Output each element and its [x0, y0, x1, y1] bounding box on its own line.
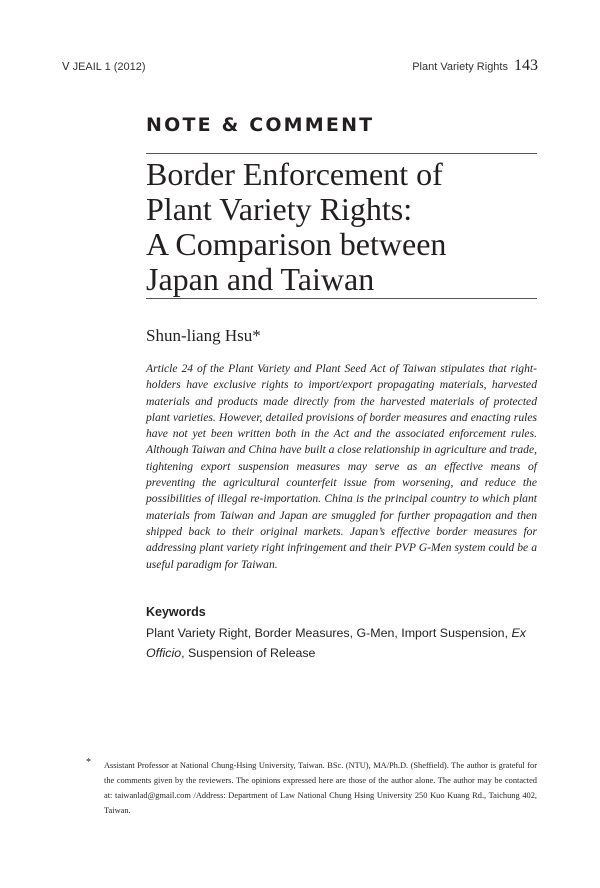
keywords-heading: Keywords: [146, 605, 206, 619]
journal-citation: Ⅴ JEAIL 1 (2012): [62, 61, 146, 73]
footnote-marker: *: [86, 757, 91, 768]
title-line: Japan and Taiwan: [146, 261, 375, 297]
running-head: [412, 57, 538, 75]
title-line: Border Enforcement of: [146, 156, 443, 192]
abstract: Article 24 of the Plant Variety and Plant Seed Act of Taiwan stipulates that right-holders have exclusive rights to import/export propagating materials, harvested materials and products made directly from the harvested materials of protected plant varieties. However, detailed provisions of border measures and enacting rules have not yet been written both in the Act and the associated enforcement rules. Although Taiwan and China have built a close relationship in agriculture and trade, tightening export suspension measures may serve as an effective means of preventing the agricultural counterfeit issue from worsening, and reduce the possibilities of illegal re-importation. China is the principal country to which plant materials from Taiwan and Japan are smuggled for further propagation and then shipped back to their original markets. Japan’s effective border measures for addressing plant variety right infringement and their PVP G-Men system could be a useful paradigm for Taiwan.: [146, 362, 537, 571]
title-rule-bottom: [146, 298, 537, 299]
section-label: NOTE & COMMENT: [146, 114, 375, 136]
page-number: 143: [514, 57, 538, 74]
title-rule-top: [146, 153, 537, 154]
article-title: [146, 157, 537, 297]
title-line: A Comparison between: [146, 226, 447, 262]
footnote: Assistant Professor at National Chung-Hsing University, Taiwan. BSc. (NTU), MA/Ph.D. (Sheffield). The author is grateful for the comments given by the reviewers. The opinions expressed here are those of the author alone. The author may be contacted at: taiwanlad@gmail.com /Address: Department of Law National Chung Hsing University 250 Kuo Kuang Rd., Taichung 402, Taiwan.: [104, 761, 537, 815]
keywords-text-start: Plant Variety Right, Border Measures, G-Men, Import Suspension,: [146, 626, 512, 640]
running-title: Plant Variety Rights: [412, 61, 508, 73]
keywords-text-end: , Suspension of Release: [181, 646, 316, 660]
keywords-list: [146, 623, 546, 663]
author-name: Shun-liang Hsu*: [146, 326, 261, 345]
title-line: Plant Variety Rights:: [146, 191, 413, 227]
keywords-italic: Ex Officio: [146, 626, 526, 660]
